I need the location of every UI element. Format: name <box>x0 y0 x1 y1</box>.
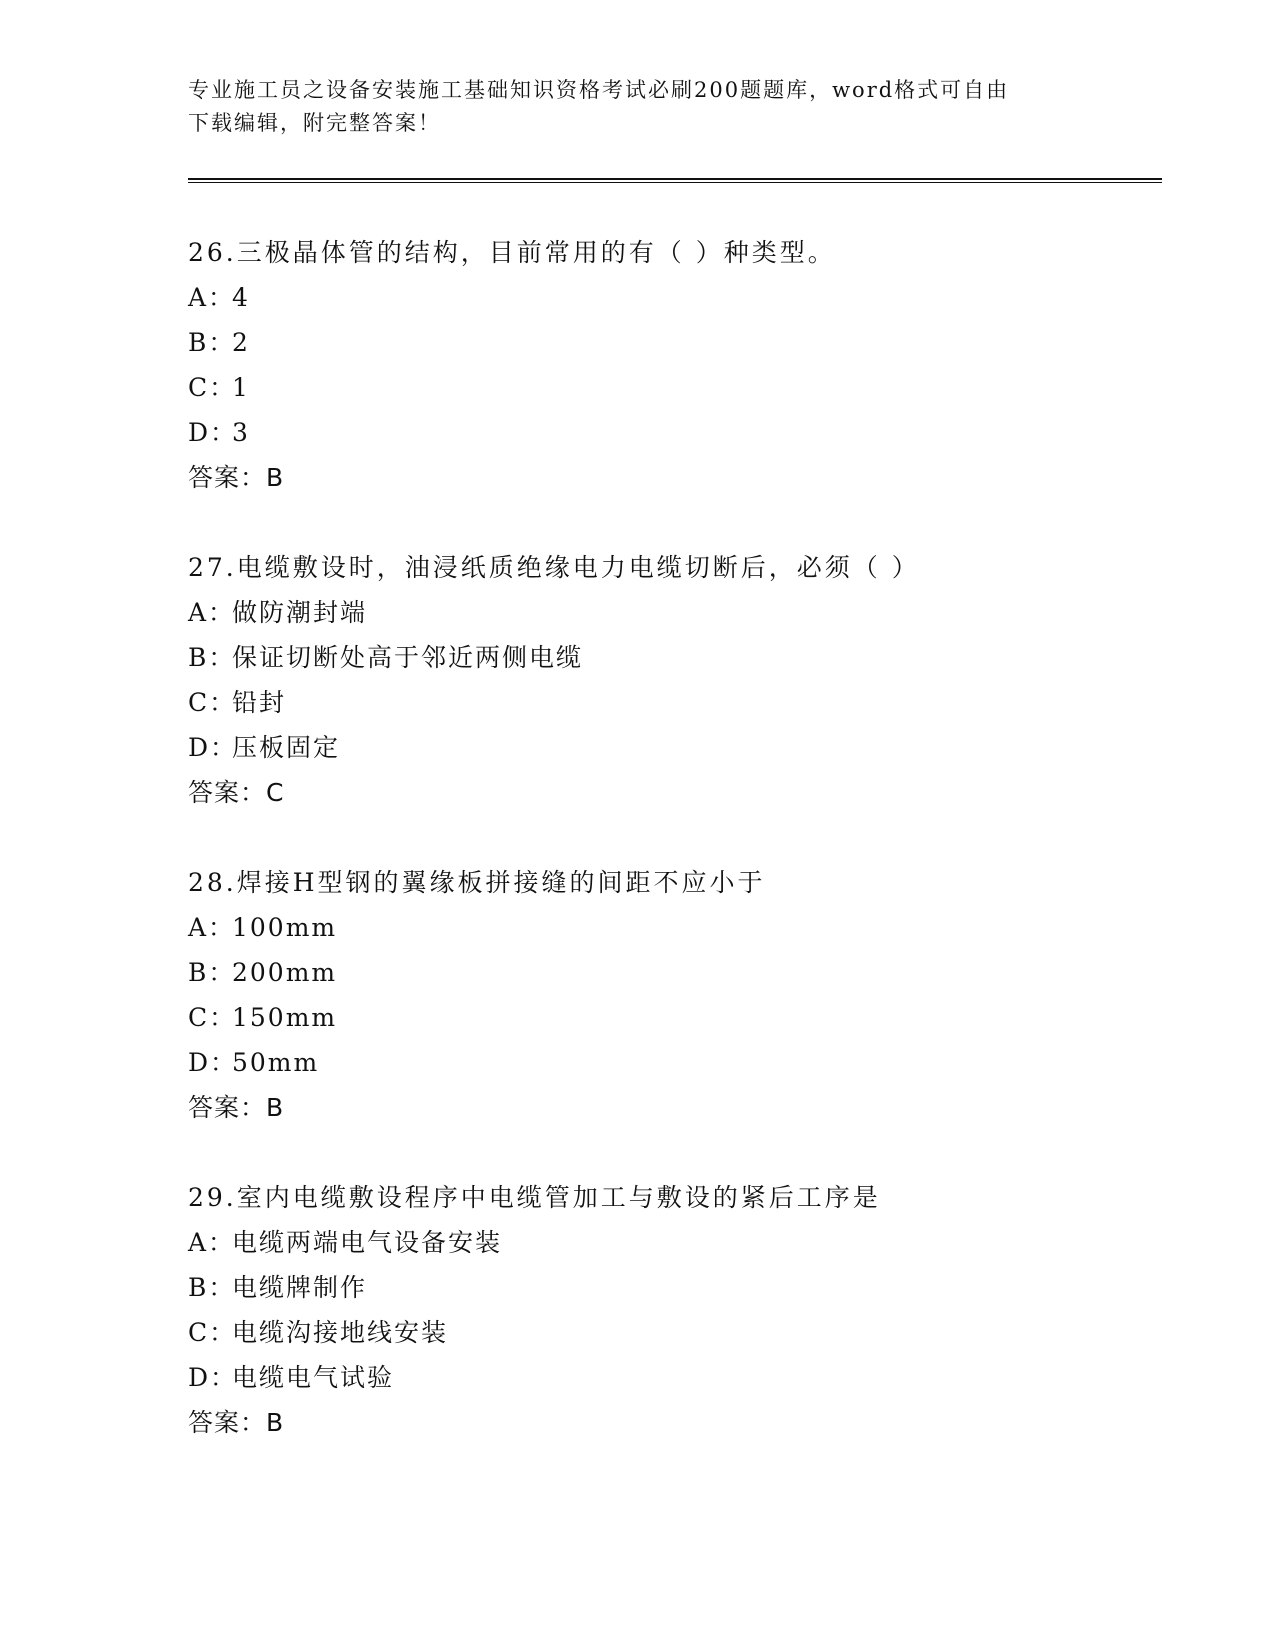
answer-line: 答案：B <box>188 1093 285 1122</box>
option-a <box>188 1220 1188 1265</box>
option-letter: D： <box>188 1363 238 1392</box>
option-text: 200mm <box>232 958 338 987</box>
option-text: 保证切断处高于邻近两侧电缆 <box>232 643 584 672</box>
question-27 <box>188 545 1188 815</box>
header-divider <box>188 178 1162 183</box>
option-letter: B： <box>188 643 236 672</box>
option-c <box>188 365 1188 410</box>
answer-line: 答案：B <box>188 1408 285 1437</box>
option-d <box>188 410 1188 455</box>
option-text: 压板固定 <box>232 733 341 762</box>
option-letter: B： <box>188 1273 236 1302</box>
option-text: 做防潮封端 <box>232 598 368 627</box>
option-letter: C： <box>188 1003 237 1032</box>
option-letter: A： <box>188 598 236 627</box>
option-a <box>188 590 1188 635</box>
option-b <box>188 635 1188 680</box>
option-text: 4 <box>232 283 250 312</box>
option-text: 2 <box>232 328 250 357</box>
option-a <box>188 905 1188 950</box>
question-title: 27.电缆敷设时，油浸纸质绝缘电力电缆切断后，必须（ ） <box>188 553 920 582</box>
header-line-1: 专业施工员之设备安装施工基础知识资格考试必刷200题题库，word格式可自由 <box>188 78 1010 102</box>
option-letter: B： <box>188 958 236 987</box>
answer-line: 答案：B <box>188 463 285 492</box>
option-text: 电缆两端电气设备安装 <box>232 1228 503 1257</box>
option-d <box>188 725 1188 770</box>
question-title: 28.焊接H型钢的翼缘板拼接缝的间距不应小于 <box>188 868 766 897</box>
option-letter: A： <box>188 1228 236 1257</box>
option-b <box>188 1265 1188 1310</box>
option-text: 电缆电气试验 <box>232 1363 395 1392</box>
option-text: 铅封 <box>232 688 287 717</box>
option-letter: B： <box>188 328 236 357</box>
header-line-2: 下载编辑，附完整答案！ <box>188 111 441 135</box>
option-a <box>188 275 1188 320</box>
option-d <box>188 1040 1188 1085</box>
question-title: 29.室内电缆敷设程序中电缆管加工与敷设的紧后工序是 <box>188 1183 881 1212</box>
option-d <box>188 1355 1188 1400</box>
question-28 <box>188 860 1188 1130</box>
answer-line: 答案：C <box>188 778 285 807</box>
option-b <box>188 950 1188 995</box>
option-letter: C： <box>188 1318 237 1347</box>
option-text: 50mm <box>232 1048 320 1077</box>
question-title: 26.三极晶体管的结构，目前常用的有（ ）种类型。 <box>188 238 836 267</box>
option-text: 150mm <box>232 1003 338 1032</box>
option-text: 100mm <box>232 913 338 942</box>
option-letter: D： <box>188 1048 238 1077</box>
option-letter: D： <box>188 418 238 447</box>
option-b <box>188 320 1188 365</box>
option-c <box>188 680 1188 725</box>
option-text: 电缆牌制作 <box>232 1273 368 1302</box>
option-c <box>188 995 1188 1040</box>
document-header <box>188 74 1088 140</box>
option-text: 1 <box>232 373 250 402</box>
option-text: 电缆沟接地线安装 <box>232 1318 449 1347</box>
option-letter: A： <box>188 913 236 942</box>
question-26 <box>188 230 1188 500</box>
option-text: 3 <box>232 418 250 447</box>
option-letter: D： <box>188 733 238 762</box>
option-letter: C： <box>188 688 237 717</box>
option-c <box>188 1310 1188 1355</box>
option-letter: A： <box>188 283 236 312</box>
option-letter: C： <box>188 373 237 402</box>
question-29 <box>188 1175 1188 1445</box>
